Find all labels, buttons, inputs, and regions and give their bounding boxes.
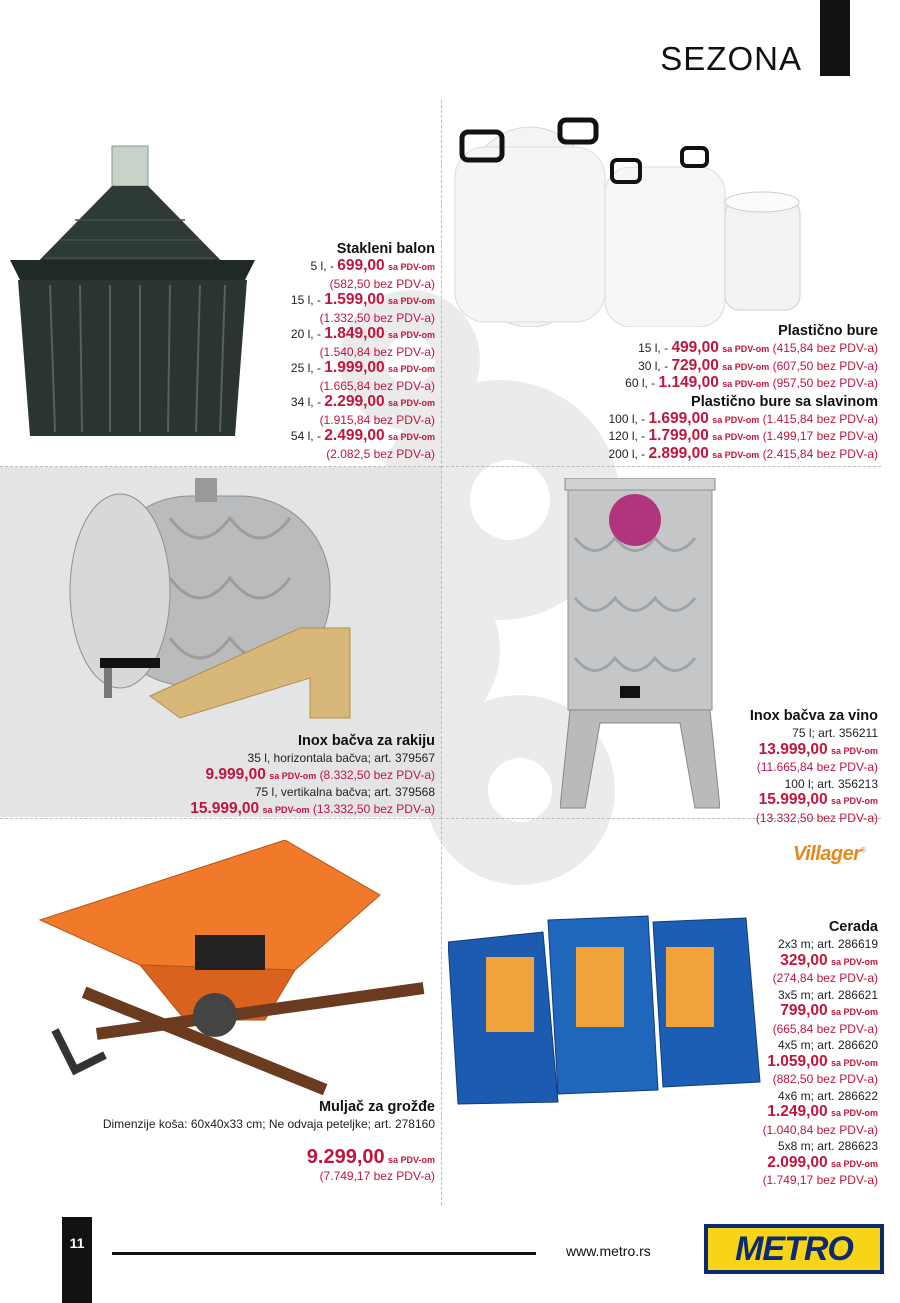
vat-label: sa PDV-om: [830, 1158, 878, 1169]
page-title: SEZONA: [660, 40, 802, 77]
price: 2.299,00: [324, 393, 385, 410]
net-label: bez PDV-a: [373, 276, 431, 291]
net-price: (415,84: [772, 341, 814, 355]
net-row: (1.540,84 bez PDV-a): [319, 344, 435, 359]
product-desc: 4x6 m; art. 286622: [777, 1088, 878, 1103]
product-desc: 4x5 m; art. 286620: [777, 1038, 878, 1052]
price: 799,00: [780, 1002, 828, 1019]
vat-label: sa PDV-om: [712, 432, 760, 442]
size-label: 20 l, -: [290, 327, 321, 341]
price-row: 30 l, - 729,00 sa PDV-om (607,50 bez PDV-a): [638, 356, 878, 374]
glass-demijohn-image: [0, 140, 265, 445]
vat-label: sa PDV-om: [387, 330, 435, 340]
price: 499,00: [671, 339, 719, 356]
net-price: (882,50: [772, 1072, 814, 1086]
vat-label: sa PDV-om: [722, 344, 770, 354]
product-title: Muljač za grožđe: [318, 1099, 435, 1115]
product-stakleni-balon: [291, 240, 435, 462]
size-label: 15 l, -: [290, 293, 321, 307]
net-label: bez PDV-a: [373, 378, 431, 393]
price-row: 100 l, - 1.699,00 sa PDV-om (1.415,84 bez PDV-a): [608, 409, 878, 427]
net-price: (2.415,84: [762, 446, 814, 461]
net-label: bez PDV-a: [373, 801, 431, 816]
price: 329,00: [780, 951, 828, 969]
vat-label: sa PDV-om: [712, 449, 760, 460]
net-row: (1.040,84 bez PDV-a): [762, 1122, 878, 1137]
net-price: (1.499,17: [762, 429, 814, 443]
villager-logo: Villager®: [793, 843, 866, 865]
product-desc: Dimenzije koša: 60x40x33 cm; Ne odvaja peteljke; art. 278160: [102, 1117, 435, 1131]
size-label: 5 l, -: [310, 259, 334, 273]
net-price: (665,84: [772, 1021, 814, 1036]
net-price: (1.749,17: [762, 1173, 814, 1187]
price: 1.599,00: [324, 291, 385, 308]
product-cerada: [763, 918, 878, 1189]
vat-label: sa PDV-om: [387, 364, 435, 374]
page-number: 11: [62, 1217, 92, 1303]
product-title-slavina: Plastično bure sa slavinom: [691, 393, 878, 410]
net-label: bez PDV-a: [816, 1021, 874, 1036]
product-muljac: Muljač za grožđe Dimenzije koša: 60x40x33 cm; Ne odvaja peteljke; art. 278160 9.299,00 sa PDV-om (7.749,17 bez PDV-a): [102, 1099, 435, 1183]
price: 1.799,00: [648, 427, 709, 444]
net-label: bez PDV-a: [373, 446, 431, 461]
net-label: bez PDV-a: [373, 310, 431, 325]
price: 15.999,00: [758, 791, 828, 808]
price-row: [291, 258, 435, 276]
price: 9.999,00: [205, 765, 266, 783]
footer-rule: [112, 1252, 536, 1255]
price-row: [291, 394, 435, 412]
net-row: (2.082,5 bez PDV-a): [326, 446, 435, 461]
vat-label: sa PDV-om: [712, 414, 760, 425]
product-desc: 100 l; art. 356213: [784, 776, 878, 791]
plastic-barrels-image: [450, 112, 830, 327]
vat-label: sa PDV-om: [830, 796, 878, 806]
vat-label: sa PDV-om: [830, 1108, 878, 1118]
price: 1.059,00: [767, 1052, 828, 1070]
vat-label: sa PDV-om: [387, 296, 435, 306]
size-label: 25 l, -: [290, 361, 321, 375]
price-row: [763, 953, 878, 971]
net-row: (1.332,50 bez PDV-a): [319, 310, 435, 325]
tarpaulin-image: [448, 912, 763, 1107]
metro-logo: METRO: [704, 1224, 884, 1274]
price-row: [763, 1003, 878, 1021]
price: 1.699,00: [648, 409, 709, 427]
net-price: (582,50: [329, 276, 371, 291]
product-title: Cerada: [828, 919, 878, 935]
net-label: bez PDV-a: [816, 1072, 874, 1086]
price-row: [291, 326, 435, 344]
size-label: 30 l, -: [638, 358, 669, 373]
price-row: [763, 1054, 878, 1072]
size-label: 34 l, -: [290, 395, 321, 409]
net-row: (1.915,84 bez PDV-a): [319, 412, 435, 427]
net-price: (11.665,84: [756, 760, 814, 774]
net-label: bez PDV-a: [816, 971, 874, 985]
price: 2.499,00: [324, 427, 385, 444]
net-label: bez PDV-a: [816, 760, 874, 774]
net-price: (1.040,84: [762, 1122, 814, 1137]
product-plasticno-bure: [608, 322, 878, 463]
price: 729,00: [671, 356, 719, 374]
price: 1.999,00: [324, 359, 385, 376]
net-label: bez PDV-a: [816, 1173, 874, 1187]
net-row: (274,84 bez PDV-a): [772, 971, 878, 985]
net-label: bez PDV-a: [816, 341, 874, 355]
grape-crusher-image: [35, 840, 435, 1095]
product-desc: 35 l, horizontala bačva; art. 379567: [247, 751, 435, 765]
net-price: (607,50: [772, 358, 814, 373]
net-row: (665,84 bez PDV-a): [772, 1021, 878, 1036]
price-row: [763, 1155, 878, 1173]
vat-label: sa PDV-om: [830, 956, 878, 967]
size-label: 60 l, -: [625, 376, 656, 390]
product-title: Stakleni balon: [336, 241, 435, 257]
vat-label: sa PDV-om: [387, 262, 435, 272]
product-desc: 2x3 m; art. 286619: [777, 937, 878, 951]
net-label: bez PDV-a: [816, 446, 874, 461]
net-price: (1.540,84: [319, 344, 371, 359]
net-row: (1.665,84 bez PDV-a): [319, 378, 435, 393]
vat-label: sa PDV-om: [830, 1057, 878, 1068]
net-label: bez PDV-a: [816, 1122, 874, 1137]
net-label: bez PDV-a: [816, 411, 874, 426]
price-row: [291, 292, 435, 310]
vat-label: sa PDV-om: [269, 770, 317, 781]
net-price: (7.749,17: [319, 1169, 371, 1183]
vat-label: sa PDV-om: [262, 804, 310, 815]
net-label: bez PDV-a: [373, 412, 431, 427]
vat-label: sa PDV-om: [722, 379, 770, 389]
net-label: bez PDV-a: [816, 358, 874, 373]
net-price: (1.665,84: [319, 378, 371, 393]
net-price: (1.332,50: [319, 310, 371, 325]
price-row: 15 l, - 499,00 sa PDV-om (415,84 bez PDV-a): [638, 339, 878, 356]
vertical-divider: [441, 100, 442, 1205]
vat-label: sa PDV-om: [387, 432, 435, 442]
product-title: Inox bačva za vino: [749, 708, 878, 724]
product-desc: 5x8 m; art. 286623: [777, 1139, 878, 1153]
net-price: (13.332,50: [755, 810, 814, 825]
price: 1.249,00: [767, 1103, 828, 1120]
vat-label: sa PDV-om: [830, 745, 878, 756]
size-label: 15 l, -: [638, 341, 669, 355]
vat-label: sa PDV-om: [387, 1154, 435, 1165]
size-label: 54 l, -: [290, 429, 321, 443]
product-title: Inox bačva za rakiju: [297, 733, 435, 749]
net-row: (1.749,17 bez PDV-a): [762, 1173, 878, 1187]
inox-horizontal-barrel-image: [60, 478, 360, 748]
inox-vertical-tank-image: [560, 478, 720, 813]
vat-label: sa PDV-om: [830, 1007, 878, 1017]
price: 1.149,00: [658, 374, 719, 391]
vat-label: sa PDV-om: [722, 361, 770, 372]
net-row: (582,50 bez PDV-a): [329, 276, 435, 291]
net-label: bez PDV-a: [816, 429, 874, 443]
price-row: [763, 1104, 878, 1122]
net-label: bez PDV-a: [373, 767, 431, 782]
price-row: 200 l, - 2.899,00 sa PDV-om (2.415,84 bez PDV-a): [608, 444, 878, 462]
net-price: (957,50: [772, 376, 814, 390]
net-price: (274,84: [772, 971, 814, 985]
price-row: 120 l, - 1.799,00 sa PDV-om (1.499,17 bez PDV-a): [608, 427, 878, 444]
header-black-bar: [820, 0, 850, 76]
price: 1.849,00: [324, 325, 385, 342]
product-inox-vino: Inox bačva za vino 75 l; art. 356211 13.999,00 sa PDV-om (11.665,84 bez PDV-a) 100 l; art. 356213 15.999,00 sa PDV-om (13.332,50 bez PDV-a): [749, 708, 878, 825]
footer-url[interactable]: www.metro.rs: [566, 1243, 651, 1259]
net-label: bez PDV-a: [816, 376, 874, 390]
product-desc: 75 l, vertikalna bačva; art. 379568: [254, 785, 435, 799]
price: 699,00: [337, 257, 385, 274]
divider: [0, 818, 441, 819]
price: 2.099,00: [767, 1153, 828, 1171]
product-inox-rakija: Inox bačva za rakiju 35 l, horizontala bačva; art. 379567 9.999,00 sa PDV-om (8.332,50 bez PDV-a) 75 l, vertikalna bačva; art. 379568 15.999,00 sa PDV-om (13.332,50 bez PDV-a): [190, 733, 435, 817]
product-desc: 75 l; art. 356211: [792, 726, 878, 740]
net-row: (882,50 bez PDV-a): [772, 1072, 878, 1086]
price: 13.999,00: [758, 740, 828, 758]
price: 2.899,00: [648, 444, 709, 462]
divider: [441, 466, 881, 467]
product-title: Plastično bure: [778, 323, 878, 339]
price-row: 60 l, - 1.149,00 sa PDV-om (957,50 bez PDV-a): [625, 374, 878, 391]
size-label: 100 l, -: [608, 411, 646, 426]
price-row: [291, 428, 435, 446]
vat-label: sa PDV-om: [387, 398, 435, 408]
net-price: (1.915,84: [319, 412, 371, 427]
size-label: 120 l, -: [608, 429, 646, 443]
net-price: (8.332,50: [319, 767, 371, 782]
net-price: (2.082,5: [326, 446, 371, 461]
size-label: 200 l, -: [608, 446, 646, 461]
net-label: bez PDV-a: [373, 1169, 431, 1183]
product-desc: 3x5 m; art. 286621: [777, 987, 878, 1002]
price-row: [291, 360, 435, 378]
price: 9.299,00: [306, 1145, 385, 1168]
net-label: bez PDV-a: [373, 344, 431, 359]
net-label: bez PDV-a: [816, 810, 874, 825]
net-price: (13.332,50: [312, 801, 371, 816]
net-price: (1.415,84: [762, 411, 814, 426]
price: 15.999,00: [190, 799, 260, 817]
